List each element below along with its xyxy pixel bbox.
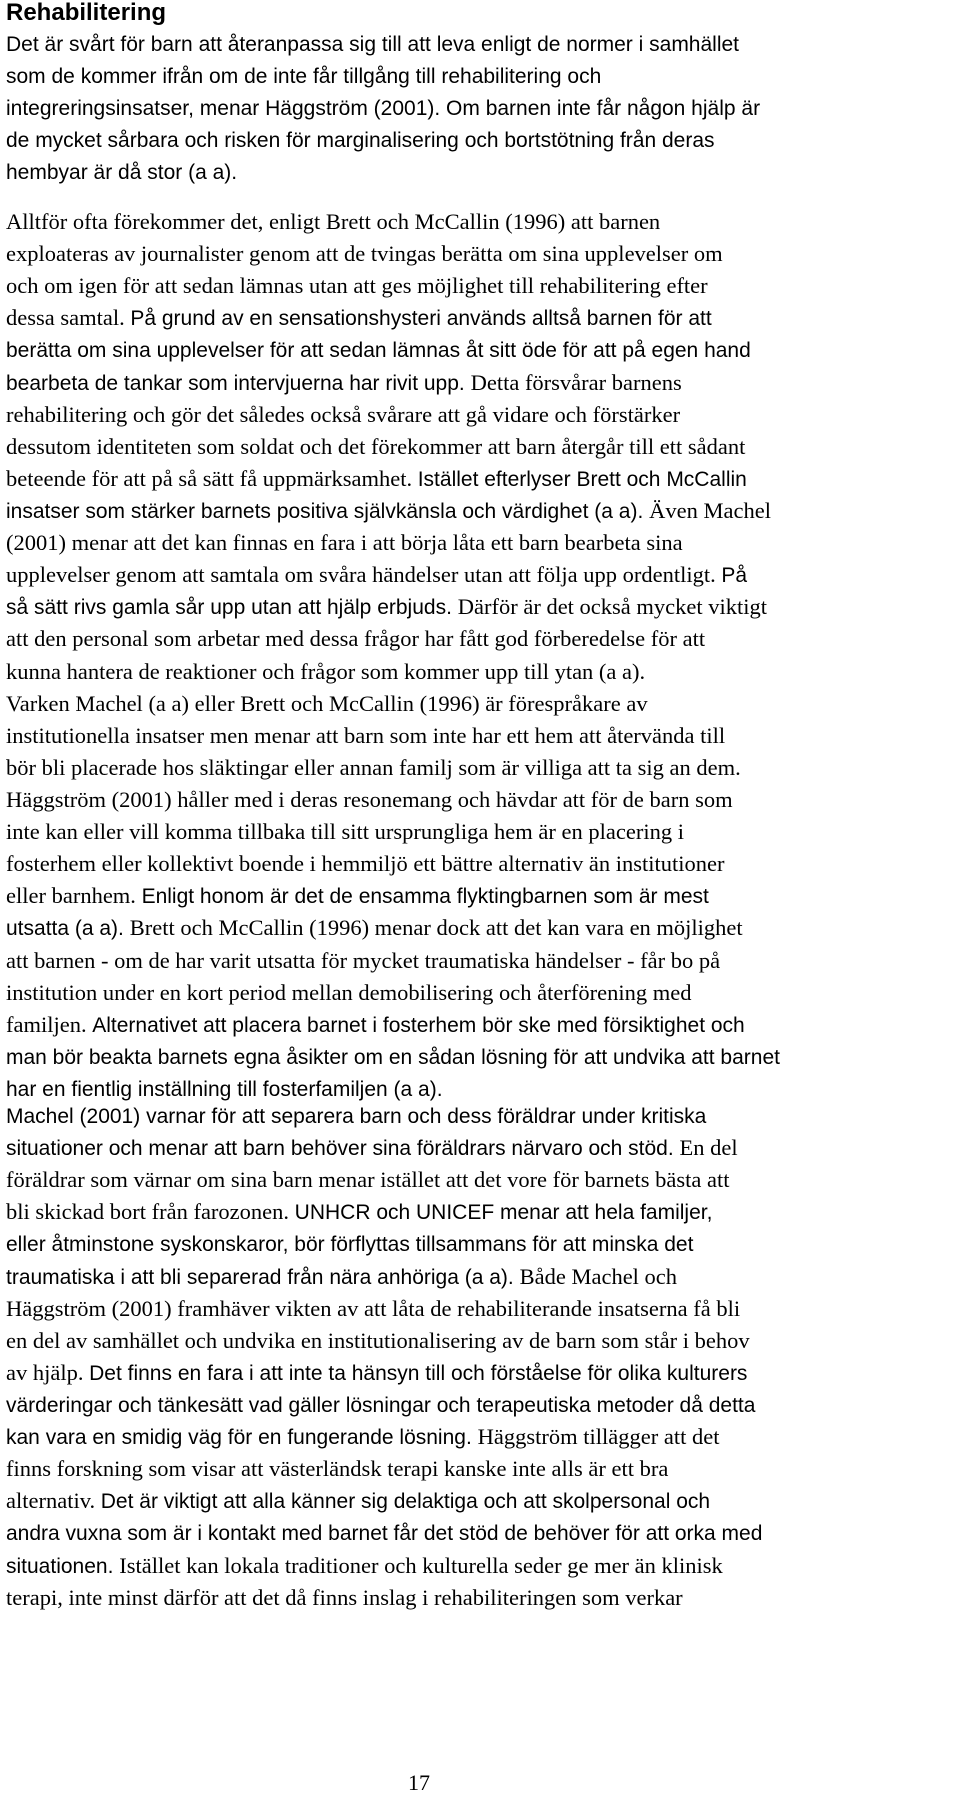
text-segment: insatser som stärker barnets positiva självkänsla och värdighet (a a). (6, 499, 650, 523)
text-line (6, 752, 780, 784)
text-segment: en del av samhället och undvika en institutionalisering av de barn som står i behov (6, 1327, 750, 1353)
paragraph-2 (6, 206, 780, 1105)
text-line (6, 1453, 762, 1485)
text-line (6, 334, 780, 366)
text-segment: terapi, inte minst därför att det då finns inslag i rehabiliteringen som verkar (6, 1584, 683, 1610)
text-segment: av hjälp. (6, 1359, 90, 1385)
text-segment: beteende för att på så sätt få uppmärksamhet. (6, 465, 418, 491)
text-line (6, 1325, 762, 1357)
text-segment: situationer och menar att barn behöver sina föräldrars närvaro och stöd. (6, 1137, 680, 1161)
text-segment: bli skickad bort från farozonen. (6, 1199, 295, 1225)
paragraph-1 (6, 28, 760, 189)
text-segment: upplevelser genom att samtala om svåra händelser utan att följa upp ordentligt. (6, 562, 722, 588)
text-line (6, 60, 760, 92)
text-segment: och om igen för att sedan lämnas utan att ges möjlighet till rehabilitering efter (6, 273, 708, 299)
text-segment: som de kommer ifrån om de inte får tillgång till rehabilitering och (6, 65, 602, 89)
text-line (6, 156, 760, 188)
text-segment: (2001) menar att det kan finnas en fara i att börja låta ett barn bearbeta sina (6, 530, 683, 556)
text-segment: värderingar och tänkesätt vad gäller lösningar och terapeutiska metoder då detta (6, 1393, 756, 1417)
text-line (6, 92, 760, 124)
text-line (6, 816, 780, 848)
text-segment: institutionella insatser men menar att barn som inte har ett hem att återvända till (6, 722, 726, 748)
text-line (6, 270, 780, 302)
text-line (6, 1389, 762, 1421)
text-segment: Alternativet att placera barnet i fosterhem bör ske med försiktighet och (92, 1013, 745, 1037)
text-segment: exploateras av journalister genom att de tvingas berätta om sina upplevelser om (6, 241, 723, 267)
text-segment: rehabilitering och gör det således också svårare att gå vidare och förstärker (6, 401, 681, 427)
text-segment: har en fientlig inställning till fosterfamiljen (a a). (6, 1077, 443, 1101)
text-segment: institution under en kort period mellan demobilisering och återförening med (6, 979, 692, 1005)
text-segment: Istället kan lokala traditioner och kulturella seder ge mer än klinisk (119, 1552, 723, 1578)
text-segment: utsatta (a a). (6, 917, 130, 941)
text-line (6, 463, 780, 495)
text-segment: situationen. (6, 1554, 120, 1578)
text-line (6, 1293, 762, 1325)
text-segment: kunna hantera de reaktioner och frågor som kommer upp till ytan (a a). (6, 658, 646, 684)
text-segment: Det finns en fara i att inte ta hänsyn till och förståelse för olika kulturers (89, 1361, 748, 1385)
text-segment: eller åtminstone syskonskaror, bör förflyttas tillsammans för att minska det (6, 1233, 694, 1257)
text-line (6, 1041, 780, 1073)
text-segment: inte kan eller vill komma tillbaka till sitt ursprungliga hem är en placering i (6, 819, 684, 845)
text-line (6, 1228, 762, 1260)
text-segment: Machel (2001) varnar för att separera barn och dess föräldrar under kritiska (6, 1105, 707, 1128)
text-segment: Detta försvårar barnens (470, 369, 682, 395)
text-line (6, 302, 780, 334)
text-segment: Istället efterlyser Brett och McCallin (417, 467, 747, 491)
text-segment: Det är viktigt att alla känner sig delaktiga och att skolpersonal och (100, 1490, 711, 1514)
text-line (6, 848, 780, 880)
text-segment: På (721, 564, 748, 588)
text-line (6, 1009, 780, 1041)
text-segment: hembyar är då stor (a a). (6, 161, 238, 185)
text-line (6, 1196, 762, 1228)
text-line (6, 28, 760, 60)
text-segment: bearbeta de tankar som intervjuerna har rivit upp. (6, 371, 471, 395)
text-line (6, 1164, 762, 1196)
text-segment: Varken Machel (a a) eller Brett och McCallin (1996) är förespråkare av (6, 690, 648, 716)
text-segment: alternativ. (6, 1488, 101, 1514)
text-segment: fosterhem eller kollektivt boende i hemmiljö ett bättre alternativ än institutioner (6, 851, 725, 877)
text-segment: En del (679, 1135, 738, 1161)
text-segment: På grund av en sensationshysteri används alltså barnen för att (130, 307, 712, 331)
text-line (6, 1421, 762, 1453)
text-segment: Häggström (2001) framhäver vikten av att låta de rehabiliterande insatserna få bli (6, 1295, 741, 1321)
text-line (6, 527, 780, 559)
text-segment: dessutom identiteten som soldat och det förekommer att barn återgår till ett sådant (6, 433, 746, 459)
text-segment: dessa samtal. (6, 305, 131, 331)
text-line (6, 1132, 762, 1164)
text-line (6, 1485, 762, 1517)
text-segment: berätta om sina upplevelser för att sedan lämnas åt sitt öde för att på egen hand (6, 339, 751, 363)
page-number: 17 (408, 1770, 430, 1795)
text-segment: traumatiska i att bli separerad från nära anhöriga (a a). (6, 1265, 520, 1289)
text-line (6, 945, 780, 977)
text-line (6, 1517, 762, 1549)
text-segment: eller barnhem. (6, 883, 142, 909)
text-line (6, 124, 760, 156)
text-segment: finns forskning som visar att västerländsk terapi kanske inte alls är ett bra (6, 1456, 669, 1482)
text-segment: man bör beakta barnets egna åsikter om en sådan lösning för att undvika att barnet (6, 1045, 780, 1069)
text-segment: andra vuxna som är i kontakt med barnet får det stöd de behöver för att orka med (6, 1522, 763, 1546)
text-segment: Enligt honom är det de ensamma flyktingbarnen som är mest (141, 885, 709, 909)
text-segment: de mycket sårbara och risken för marginalisering och bortstötning från deras (6, 129, 715, 153)
text-line (6, 1550, 762, 1582)
text-segment: kan vara en smidig väg för en fungerande lösning. (6, 1426, 478, 1450)
text-line (6, 206, 780, 238)
text-segment: så sätt rivs gamla sår upp utan att hjälp erbjuds. (6, 596, 458, 620)
text-line (6, 1357, 762, 1389)
text-line (6, 559, 780, 591)
text-line (6, 720, 780, 752)
text-line (6, 431, 780, 463)
text-segment: Det är svårt för barn att återanpassa sig till att leva enligt de normer i samhället (6, 33, 740, 56)
text-segment: familjen. (6, 1011, 93, 1037)
text-segment: UNHCR och UNICEF menar att hela familjer, (294, 1201, 713, 1225)
text-segment: Brett och McCallin (1996) menar dock att det kan vara en möjlighet (129, 915, 743, 941)
text-line (6, 399, 780, 431)
text-line (6, 656, 780, 688)
text-segment: Även Machel (649, 497, 771, 523)
text-segment: bör bli placerade hos släktingar eller annan familj som är villiga att ta sig an dem. (6, 754, 741, 780)
text-line (6, 367, 780, 399)
text-line (6, 495, 780, 527)
text-line (6, 688, 780, 720)
text-line (6, 880, 780, 912)
text-segment: att barnen - om de har varit utsatta för mycket traumatiska händelser - får bo på (6, 947, 721, 973)
text-line (6, 784, 780, 816)
text-segment: Häggström tillägger att det (477, 1424, 720, 1450)
text-line (6, 623, 780, 655)
text-segment: Både Machel och (519, 1263, 678, 1289)
text-line (6, 1261, 762, 1293)
text-segment: integreringsinsatser, menar Häggström (2001). Om barnen inte får någon hjälp är (6, 97, 761, 121)
text-segment: Alltför ofta förekommer det, enligt Brett och McCallin (1996) att barnen (6, 209, 661, 234)
text-line (6, 591, 780, 623)
text-line (6, 977, 780, 1009)
text-line (6, 238, 780, 270)
section-heading: Rehabilitering (6, 0, 167, 26)
text-segment: Häggström (2001) håller med i deras resonemang och hävdar att för de barn som (6, 786, 733, 812)
text-line (6, 1100, 762, 1132)
paragraph-3 (6, 1100, 762, 1614)
text-segment: föräldrar som värnar om sina barn menar istället att det vore för barnets bästa att (6, 1167, 730, 1193)
text-line (6, 1582, 762, 1614)
text-segment: att den personal som arbetar med dessa frågor har fått god förberedelse för att (6, 626, 706, 652)
text-segment: Därför är det också mycket viktigt (457, 594, 768, 620)
text-line (6, 912, 780, 944)
